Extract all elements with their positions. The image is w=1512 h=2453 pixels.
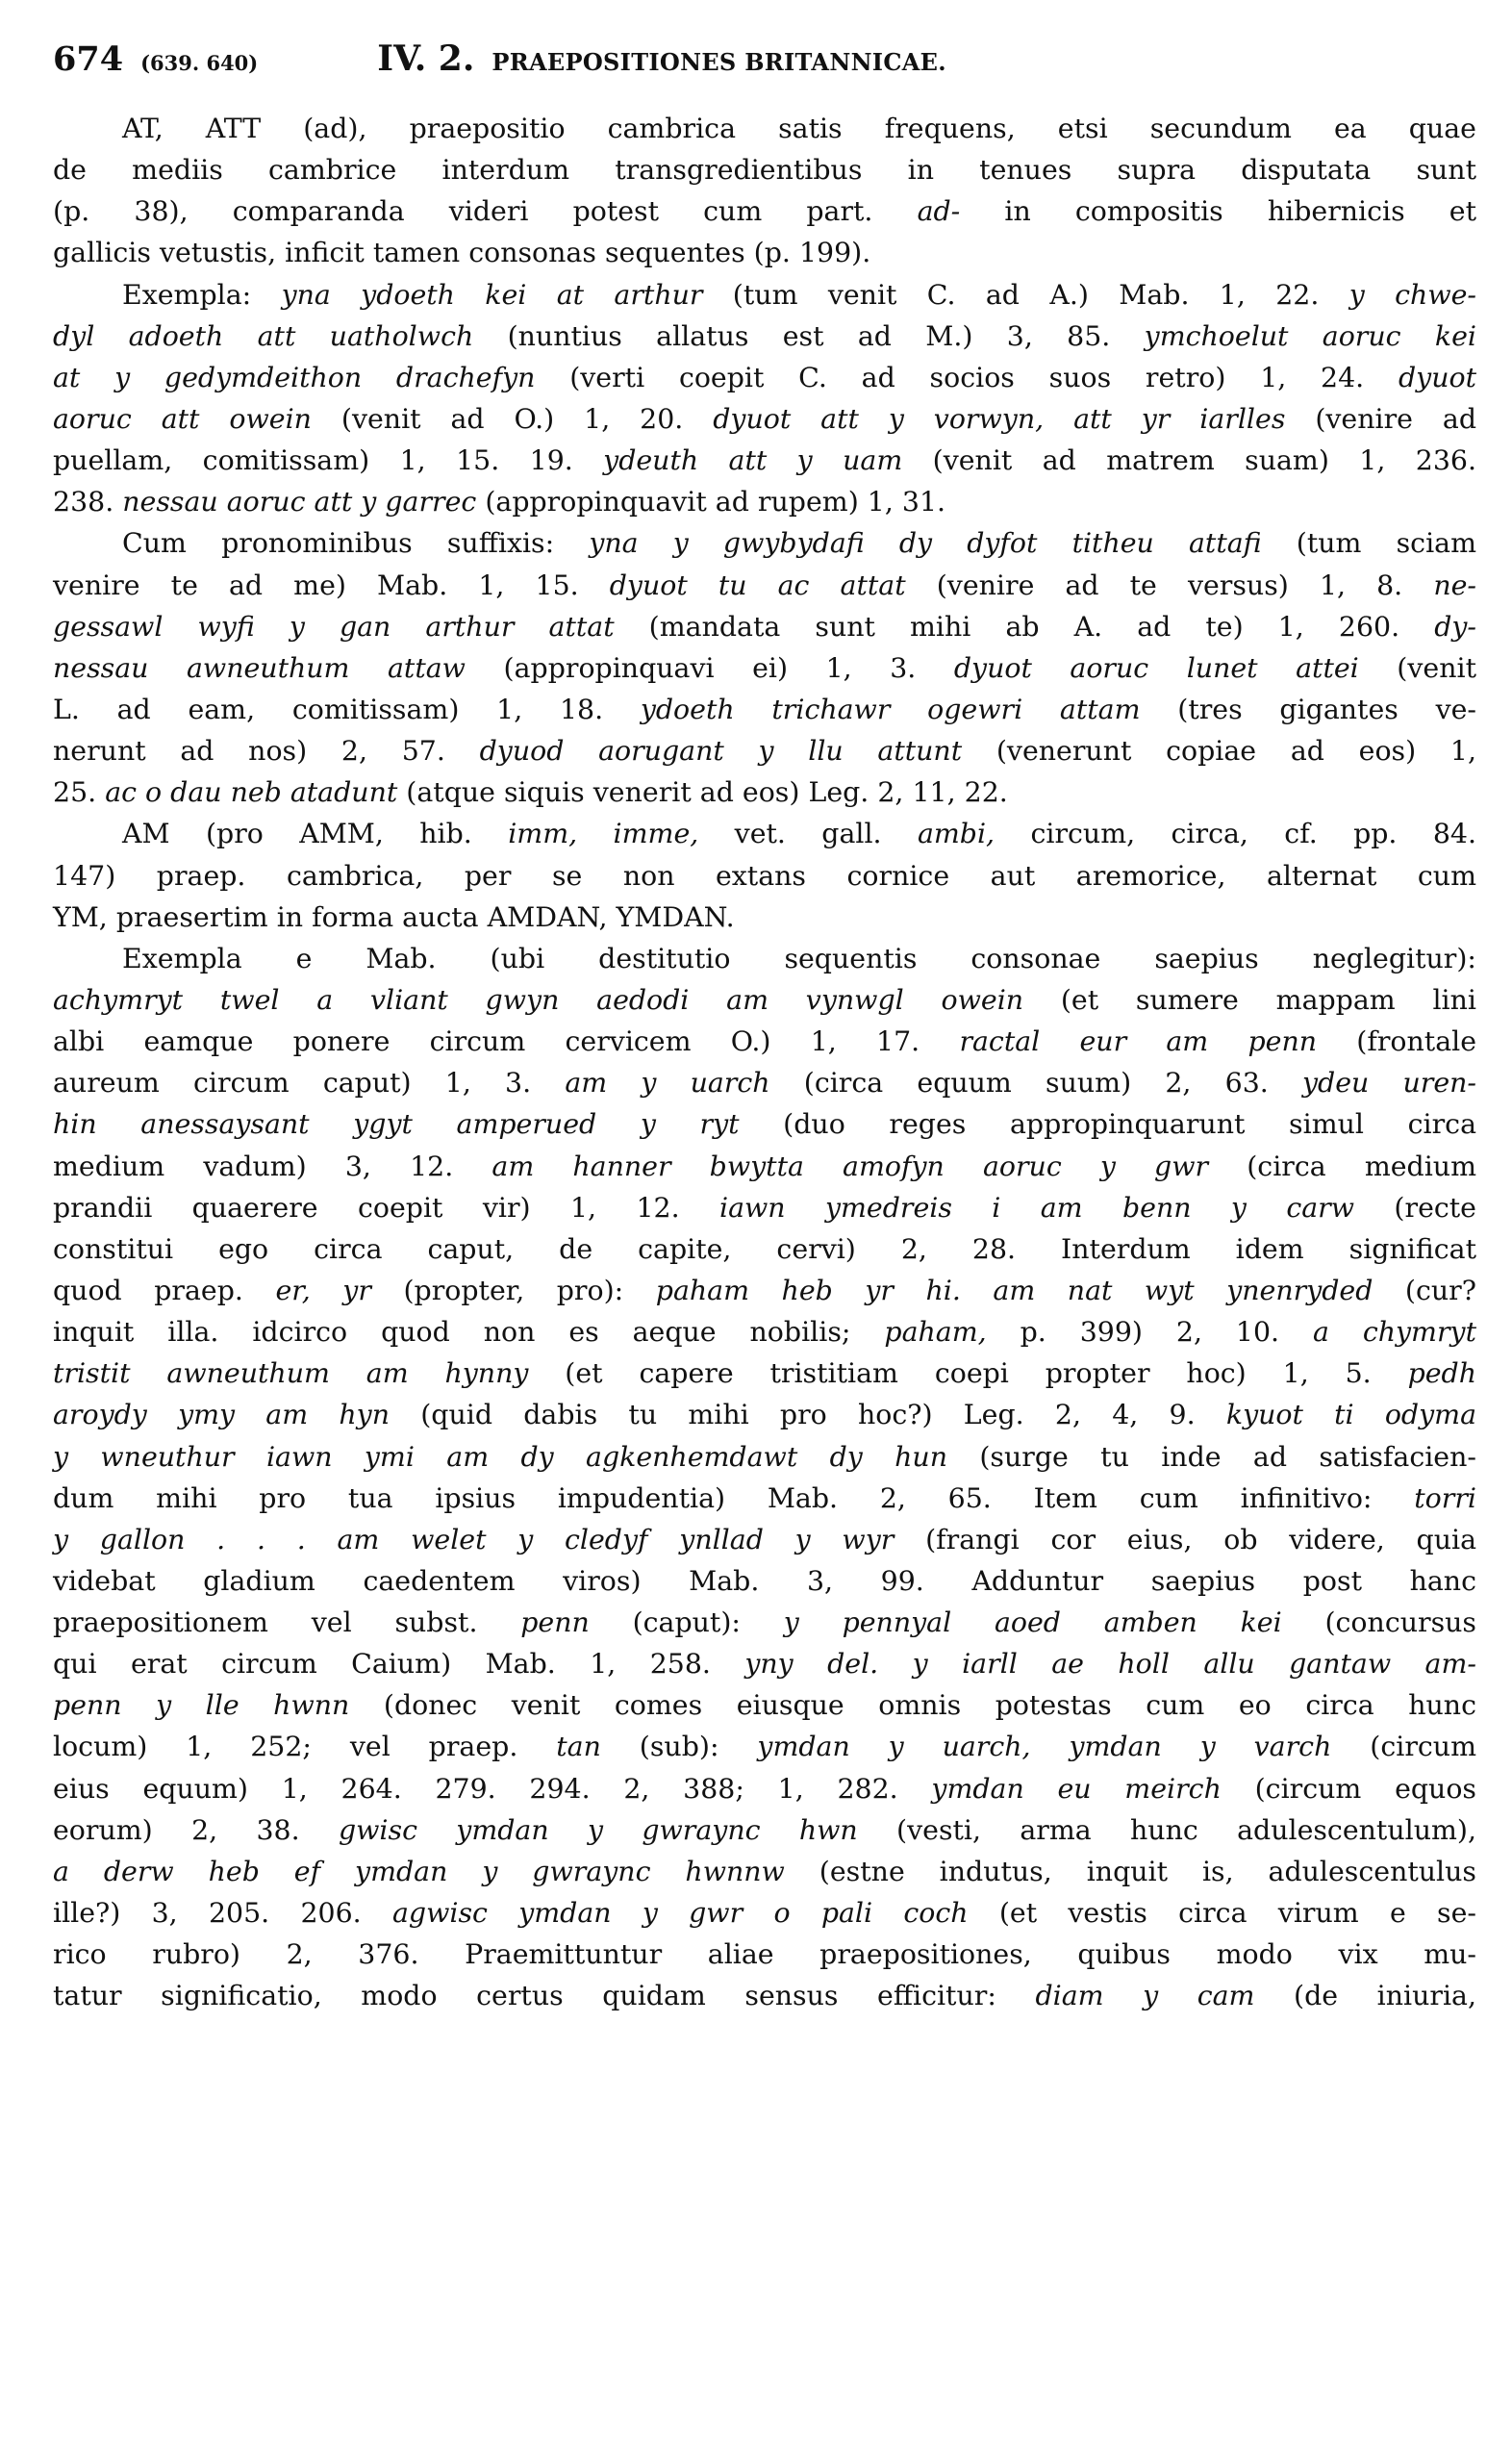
text-line xyxy=(53,1436,1476,1478)
cited-welsh-text: dyuot att y vorwyn, att yr iarlles xyxy=(713,402,1286,435)
latin-text: YM, praesertim in forma aucta AMDAN, YMDAN. xyxy=(53,900,735,933)
latin-text: aureum circum caput) 1, 3. xyxy=(53,1067,566,1100)
cited-welsh-text: tristit awneuthum am hynny xyxy=(53,1357,529,1390)
cited-welsh-text: a chymryt xyxy=(1312,1316,1477,1349)
text-line xyxy=(53,1062,1476,1103)
latin-text: (tres gigantes ve- xyxy=(1140,693,1476,725)
latin-text: (concursus xyxy=(1281,1606,1476,1639)
latin-text: (mandata sunt mihi ab A. ad te) 1, 260. xyxy=(614,610,1435,643)
latin-text: in compositis hibernicis et xyxy=(960,195,1477,228)
text-line xyxy=(53,1478,1476,1519)
cited-welsh-text: dyuot xyxy=(1398,361,1476,393)
cited-welsh-text: kyuot ti odyma xyxy=(1225,1399,1476,1431)
latin-text: (atque siquis venerit ad eos) Leg. 2, 11, 22. xyxy=(397,776,1008,809)
cited-welsh-text: dyl adoeth att uatholwch xyxy=(53,319,474,352)
text-line xyxy=(53,1975,1476,2016)
text-line xyxy=(53,1394,1476,1435)
text-line xyxy=(53,149,1476,190)
latin-text: (circa equum suum) 2, 63. xyxy=(769,1067,1302,1100)
cited-welsh-text: iawn ymedreis i am benn y carw xyxy=(718,1191,1355,1224)
cited-welsh-text: ac o dau neb atadunt xyxy=(105,776,398,809)
latin-text: prandii quaerere coepit vir) 1, 12. xyxy=(53,1191,719,1224)
latin-text: dum mihi pro tua ipsius impudentia) Mab. 2, 65. Item cum infinitivo: xyxy=(53,1481,1415,1514)
latin-text: (donec venit comes eiusque omnis potestas cum eo circa hunc xyxy=(349,1689,1476,1722)
text-line xyxy=(53,1684,1476,1726)
latin-text: medium vadum) 3, 12. xyxy=(53,1150,492,1182)
text-line xyxy=(53,357,1476,398)
latin-text: locum) 1, 252; vel praep. xyxy=(53,1731,557,1763)
text-line xyxy=(53,730,1476,771)
cited-welsh-text: ydeu uren- xyxy=(1301,1067,1477,1100)
cited-welsh-text: ymdan y uarch, ymdan y varch xyxy=(757,1731,1332,1763)
latin-text: (appropinquavi ei) 1, 3. xyxy=(465,651,954,684)
cited-welsh-text: aoruc att owein xyxy=(53,402,312,435)
cited-welsh-text: imm, imme, xyxy=(508,818,699,850)
cited-welsh-text: am hanner bwytta amofyn aoruc y gwr xyxy=(491,1150,1209,1182)
page-number: 674 xyxy=(53,39,124,79)
text-line xyxy=(53,274,1476,316)
latin-text: (et vestis circa virum e se- xyxy=(968,1897,1477,1930)
text-line xyxy=(53,813,1476,854)
latin-text: venire te ad me) Mab. 1, 15. xyxy=(53,569,610,601)
cited-welsh-text: ractal eur am penn xyxy=(959,1025,1318,1058)
text-line xyxy=(53,108,1476,149)
latin-text: qui erat circum Caium) Mab. 1, 258. xyxy=(53,1648,745,1681)
cited-welsh-text: paham, xyxy=(884,1316,987,1349)
cited-welsh-text: ydeuth att y uam xyxy=(603,444,903,477)
latin-text: nerunt ad nos) 2, 57. xyxy=(53,735,480,768)
text-line xyxy=(53,440,1476,481)
text-line xyxy=(53,1726,1476,1767)
latin-text: constitui ego circa caput, de capite, cervi) 2, 28. Interdum idem significat xyxy=(53,1232,1476,1265)
cited-welsh-text: a derw heb ef ymdan y gwraync hwnnw xyxy=(53,1855,785,1887)
section-number: IV. 2. xyxy=(377,38,475,79)
cited-welsh-text: gessawl wyfi y gan arthur attat xyxy=(53,610,615,643)
text-line xyxy=(53,522,1476,564)
text-line xyxy=(53,1353,1476,1394)
latin-text: (cur? xyxy=(1373,1274,1476,1306)
cited-welsh-text: am y uarch xyxy=(565,1067,770,1100)
latin-text: (quid dabis tu mihi pro hoc?) Leg. 2, 4, 9. xyxy=(390,1399,1226,1431)
cited-welsh-text: dyuot aoruc lunet attei xyxy=(953,651,1359,684)
latin-text: L. ad eam, comitissam) 1, 18. xyxy=(53,693,641,725)
latin-text: inquit illa. idcirco quod non es aeque nobilis; xyxy=(53,1316,885,1349)
latin-text: praepositionem vel subst. xyxy=(53,1606,521,1639)
latin-text: de mediis cambrice interdum transgredientibus in tenues supra disputata sunt xyxy=(53,154,1476,187)
section-references: (639. 640) xyxy=(140,51,259,75)
cited-welsh-text: y pennyal aoed amben kei xyxy=(783,1606,1282,1639)
latin-text: (nuntius allatus est ad M.) 3, 85. xyxy=(473,319,1145,352)
text-line xyxy=(53,232,1476,273)
latin-text: (venire ad xyxy=(1285,402,1476,435)
cited-welsh-text: y gallon . . . am welet y cledyf ynllad y wyr xyxy=(53,1523,895,1555)
text-line xyxy=(53,481,1476,522)
latin-text: (venit xyxy=(1358,651,1476,684)
text-line xyxy=(53,979,1476,1021)
latin-text: (appropinquavit ad rupem) 1, 31. xyxy=(476,486,946,518)
text-line xyxy=(53,1270,1476,1311)
latin-text: 25. xyxy=(53,776,106,809)
latin-text: (de iniuria, xyxy=(1254,1980,1477,2012)
latin-text: (circum xyxy=(1331,1731,1477,1763)
cited-welsh-text: diam y cam xyxy=(1035,1980,1255,2012)
cited-welsh-text: torri xyxy=(1414,1481,1476,1514)
cited-welsh-text: nessau aoruc att y garrec xyxy=(122,486,477,518)
latin-text: 147) praep. cambrica, per se non extans cornice aut aremorice, alternat cum xyxy=(53,859,1476,892)
latin-text: puellam, comitissam) 1, 15. 19. xyxy=(53,444,604,477)
cited-welsh-text: at y gedymdeithon drachefyn xyxy=(53,361,536,393)
latin-text: (circa medium xyxy=(1208,1150,1476,1182)
cited-welsh-text: gwisc ymdan y gwraync hwn xyxy=(338,1813,858,1846)
text-line xyxy=(53,316,1476,357)
text-line xyxy=(53,855,1476,897)
latin-text: rico rubro) 2, 376. Praemittuntur aliae praepositiones, quibus modo vix mu- xyxy=(53,1938,1476,1971)
cited-welsh-text: ymchoelut aoruc kei xyxy=(1144,319,1476,352)
latin-text: tatur significatio, modo certus quidam sensus efficitur: xyxy=(53,1980,1036,2012)
text-line xyxy=(53,1228,1476,1270)
cited-welsh-text: pedh xyxy=(1407,1357,1476,1390)
cited-welsh-text: penn xyxy=(520,1606,590,1639)
latin-text: (verti coepit C. ad socios suos retro) 1, 24. xyxy=(535,361,1399,393)
latin-text: (venerunt copiae ad eos) 1, xyxy=(962,735,1476,768)
latin-text: (venire ad te versus) 1, 8. xyxy=(905,569,1434,601)
cited-welsh-text: er, yr xyxy=(275,1274,371,1306)
latin-text: ille?) 3, 205. 206. xyxy=(53,1897,392,1930)
latin-text: (sub): xyxy=(600,1731,758,1763)
text-line xyxy=(53,1851,1476,1892)
latin-text: (surge tu inde ad satisfacien- xyxy=(947,1440,1476,1473)
text-line xyxy=(53,1187,1476,1228)
text-line xyxy=(53,938,1476,979)
latin-text: 238. xyxy=(53,486,123,518)
cited-welsh-text: ambi, xyxy=(917,818,995,850)
latin-text: (circum equos xyxy=(1221,1772,1476,1805)
cited-welsh-text: achymryt twel a vliant gwyn aedodi am vynwgl owein xyxy=(53,983,1024,1016)
latin-text: (frontale xyxy=(1317,1025,1477,1058)
cited-welsh-text: ydoeth trichawr ogewri attam xyxy=(640,693,1141,725)
latin-text: (venit ad O.) 1, 20. xyxy=(311,402,714,435)
latin-text: Exempla: xyxy=(122,278,282,311)
page-header xyxy=(53,38,1476,102)
latin-text: eorum) 2, 38. xyxy=(53,1813,339,1846)
cited-welsh-text: aroydy ymy am hyn xyxy=(53,1399,390,1431)
latin-text: AT, ATT (ad), praepositio cambrica satis frequens, etsi secundum ea quae xyxy=(122,113,1476,144)
text-line xyxy=(53,606,1476,647)
text-line xyxy=(53,897,1476,938)
latin-text: gallicis vetustis, inficit tamen consonas sequentes (p. 199). xyxy=(53,237,871,269)
cited-welsh-text: yna ydoeth kei at arthur xyxy=(281,278,703,311)
text-line xyxy=(53,1892,1476,1934)
cited-welsh-text: yna y gwybydafi dy dyfot titheu attafi xyxy=(589,527,1262,560)
latin-text: (tum venit C. ad A.) Mab. 1, 22. xyxy=(702,278,1349,311)
cited-welsh-text: ne- xyxy=(1433,569,1476,601)
cited-welsh-text: ad- xyxy=(917,195,961,228)
cited-welsh-text: ymdan eu meirch xyxy=(931,1772,1222,1805)
text-line xyxy=(53,1809,1476,1851)
cited-welsh-text: hin anessaysant ygyt amperued y ryt xyxy=(53,1108,740,1141)
latin-text: (et capere tristitiam coepi propter hoc) 1, 5. xyxy=(528,1357,1408,1390)
cited-welsh-text: paham heb yr hi. am nat wyt ynenryded xyxy=(655,1274,1373,1306)
latin-text: circum, circa, cf. pp. 84. xyxy=(995,818,1476,850)
cited-welsh-text: penn y lle hwnn xyxy=(53,1689,350,1722)
body-text xyxy=(53,108,1476,2016)
latin-text: (duo reges appropinquarunt simul circa xyxy=(739,1108,1476,1141)
text-line xyxy=(53,1602,1476,1643)
text-line xyxy=(53,1560,1476,1602)
cited-welsh-text: agwisc ymdan y gwr o pali coch xyxy=(391,1897,969,1930)
latin-text: p. 399) 2, 10. xyxy=(986,1316,1313,1349)
latin-text: eius equum) 1, 264. 279. 294. 2, 388; 1, 282. xyxy=(53,1772,932,1805)
text-line xyxy=(53,190,1476,232)
latin-text: (caput): xyxy=(589,1606,784,1639)
text-line xyxy=(53,1768,1476,1809)
running-title: PRAEPOSITIONES BRITANNICAE. xyxy=(491,48,946,76)
latin-text: (vesti, arma hunc adulescentulum), xyxy=(857,1813,1477,1846)
cited-welsh-text: yny del. y iarll ae holl allu gantaw am- xyxy=(744,1648,1476,1681)
latin-text: (venit ad matrem suam) 1, 236. xyxy=(902,444,1476,477)
latin-text: (tum sciam xyxy=(1261,527,1476,560)
text-line xyxy=(53,1934,1476,1975)
latin-text: (p. 38), comparanda videri potest cum part. xyxy=(53,195,918,228)
text-line xyxy=(53,647,1476,689)
cited-welsh-text: tan xyxy=(556,1731,601,1763)
latin-text: albi eamque ponere circum cervicem O.) 1, 17. xyxy=(53,1025,960,1058)
text-line xyxy=(53,689,1476,730)
latin-text: (recte xyxy=(1354,1191,1476,1224)
latin-text: AM (pro AMM, hib. xyxy=(122,818,509,850)
latin-text: (estne indutus, inquit is, adulescentulus xyxy=(784,1855,1476,1887)
text-line xyxy=(53,1519,1476,1560)
cited-welsh-text: y chwe- xyxy=(1348,278,1477,311)
text-line xyxy=(53,1643,1476,1684)
text-line xyxy=(53,565,1476,606)
text-line xyxy=(53,1021,1476,1062)
latin-text: (propter, pro): xyxy=(370,1274,656,1306)
text-line xyxy=(53,771,1476,813)
cited-welsh-text: y wneuthur iawn ymi am dy agkenhemdawt dy hun xyxy=(53,1440,947,1473)
latin-text: (frangi cor eius, ob videre, quia xyxy=(894,1523,1476,1555)
text-line xyxy=(53,1146,1476,1187)
cited-welsh-text: dyuot tu ac attat xyxy=(609,569,906,601)
latin-text: vet. gall. xyxy=(698,818,918,850)
document-page xyxy=(53,38,1476,2016)
cited-welsh-text: dy- xyxy=(1434,610,1476,643)
latin-text: Cum pronominibus suffixis: xyxy=(122,527,590,560)
text-line xyxy=(53,1103,1476,1145)
text-line xyxy=(53,1311,1476,1353)
latin-text: (et sumere mappam lini xyxy=(1023,983,1476,1016)
latin-text: videbat gladium caedentem viros) Mab. 3, 99. Adduntur saepius post hanc xyxy=(53,1564,1476,1597)
latin-text: quod praep. xyxy=(53,1274,276,1306)
latin-text: Exempla e Mab. (ubi destitutio sequentis consonae saepius neglegitur): xyxy=(122,942,1476,974)
cited-welsh-text: nessau awneuthum attaw xyxy=(53,651,466,684)
text-line xyxy=(53,398,1476,440)
cited-welsh-text: dyuod aorugant y llu attunt xyxy=(479,735,963,768)
